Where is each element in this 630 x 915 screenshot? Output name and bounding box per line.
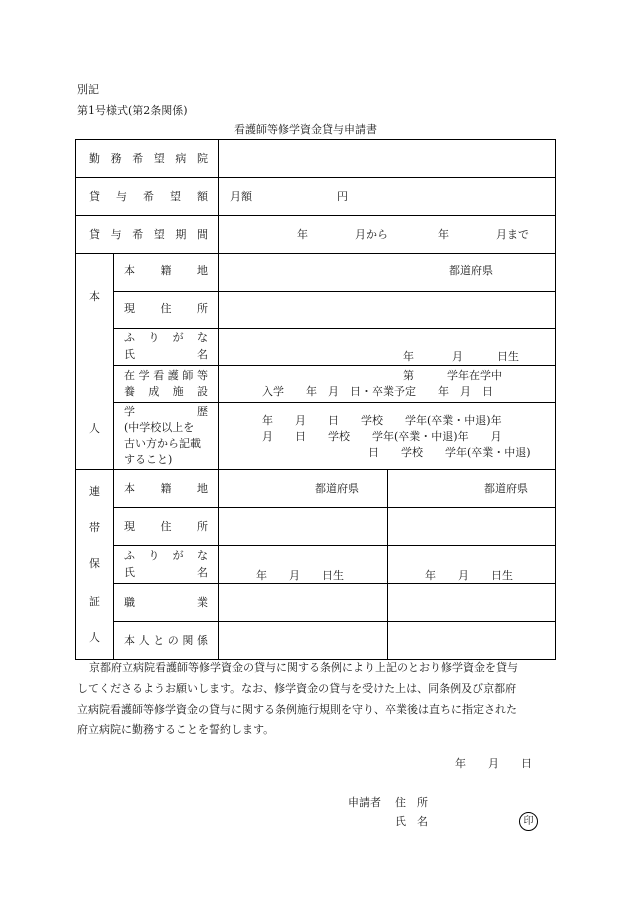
applicant-address-label: 現住所 [124, 302, 208, 315]
applicant-birth-year: 年 [403, 350, 414, 363]
history-line-1: 年 月 日 学校 学年(卒業・中退)年 [262, 414, 502, 427]
history-label-4: すること) [124, 453, 173, 466]
period-month-to: 月まで [496, 228, 529, 241]
guarantor2-birth: 年 月 日生 [425, 569, 513, 582]
guarantor-group-char-2: 帯 [89, 521, 100, 534]
pledge-line-4: 府立病院に勤務することを誓約します。 [77, 723, 275, 736]
form-title: 看護師等修学資金貸与申請書 [234, 123, 377, 136]
applicant-caption: 申請者 [348, 796, 381, 809]
school-dates-line: 入学 年 月 日・卒業予定 年 月 日 [262, 385, 493, 398]
applicant-group-char-1: 本 [89, 290, 100, 303]
period-year-from: 年 [297, 228, 308, 241]
applicant-furigana-label: ふりがな [124, 331, 208, 344]
school-label-2: 養成施設 [124, 385, 208, 398]
amount-yen: 円 [337, 190, 348, 203]
guarantor-occupation-label: 職業 [124, 596, 208, 609]
applicant-name-caption: 氏 名 [395, 815, 428, 828]
annex-label: 別記 [77, 83, 99, 96]
period-month-from: 月から [355, 228, 388, 241]
history-label-1: 学 歴 [124, 405, 208, 418]
application-date: 年 月 日 [455, 757, 532, 770]
applicant-birth-day: 日生 [497, 350, 519, 363]
guarantor-relation-label: 本人との関係 [124, 634, 208, 647]
amount-monthly: 月額 [230, 190, 252, 203]
guarantor-address-label: 現住所 [124, 520, 208, 533]
guarantor-group-char-5: 人 [89, 631, 100, 644]
history-label-2: (中学校以上を [124, 421, 195, 434]
history-line-3: 日 学校 学年(卒業・中退) [368, 446, 531, 459]
form-number: 第1号様式(第2条関係) [77, 104, 188, 117]
guarantor-group-char-1: 連 [89, 485, 100, 498]
amount-label: 貸与希望額 [89, 190, 208, 203]
guarantor-group-char-3: 保 [89, 557, 100, 570]
applicant-birth-month: 月 [452, 350, 463, 363]
period-year-to: 年 [438, 228, 449, 241]
seal-icon: 印 [519, 812, 538, 831]
pledge-line-2: してくださるようお願いします。なお、修学資金の貸与を受けた上は、同条例及び京都府 [77, 682, 517, 695]
hospital-label: 勤務希望病院 [89, 152, 208, 165]
applicant-domicile-label: 本籍地 [124, 264, 208, 277]
guarantor1-domicile-suffix: 都道府県 [315, 482, 359, 495]
applicant-domicile-suffix: 都道府県 [449, 264, 493, 277]
school-grade-line: 第 学年在学中 [403, 369, 502, 382]
pledge-line-1: 京都府立病院看護師等修学資金の貸与に関する条例により上記のとおり修学資金を貸与 [89, 661, 518, 674]
guarantor-domicile-label: 本籍地 [124, 482, 208, 495]
applicant-address-caption: 住 所 [395, 796, 428, 809]
applicant-name-label: 氏名 [124, 348, 208, 361]
pledge-line-3: 立病院看護師等修学資金の貸与に関する条例施行規則を守り、卒業後は直ちに指定された [77, 703, 517, 716]
school-label-1: 在学看護師等 [124, 369, 208, 382]
history-label-3: 古い方から記載 [124, 437, 201, 450]
guarantor1-birth: 年 月 日生 [256, 569, 344, 582]
period-label: 貸与希望期間 [89, 228, 208, 241]
history-line-2: 月 日 学校 学年(卒業・中退)年 月 [262, 430, 502, 443]
guarantor-name-label: 氏名 [124, 566, 208, 579]
guarantor2-domicile-suffix: 都道府県 [484, 482, 528, 495]
applicant-group-char-2: 人 [89, 422, 100, 435]
guarantor-group-char-4: 証 [89, 595, 100, 608]
guarantor-furigana-label: ふりがな [124, 549, 208, 562]
